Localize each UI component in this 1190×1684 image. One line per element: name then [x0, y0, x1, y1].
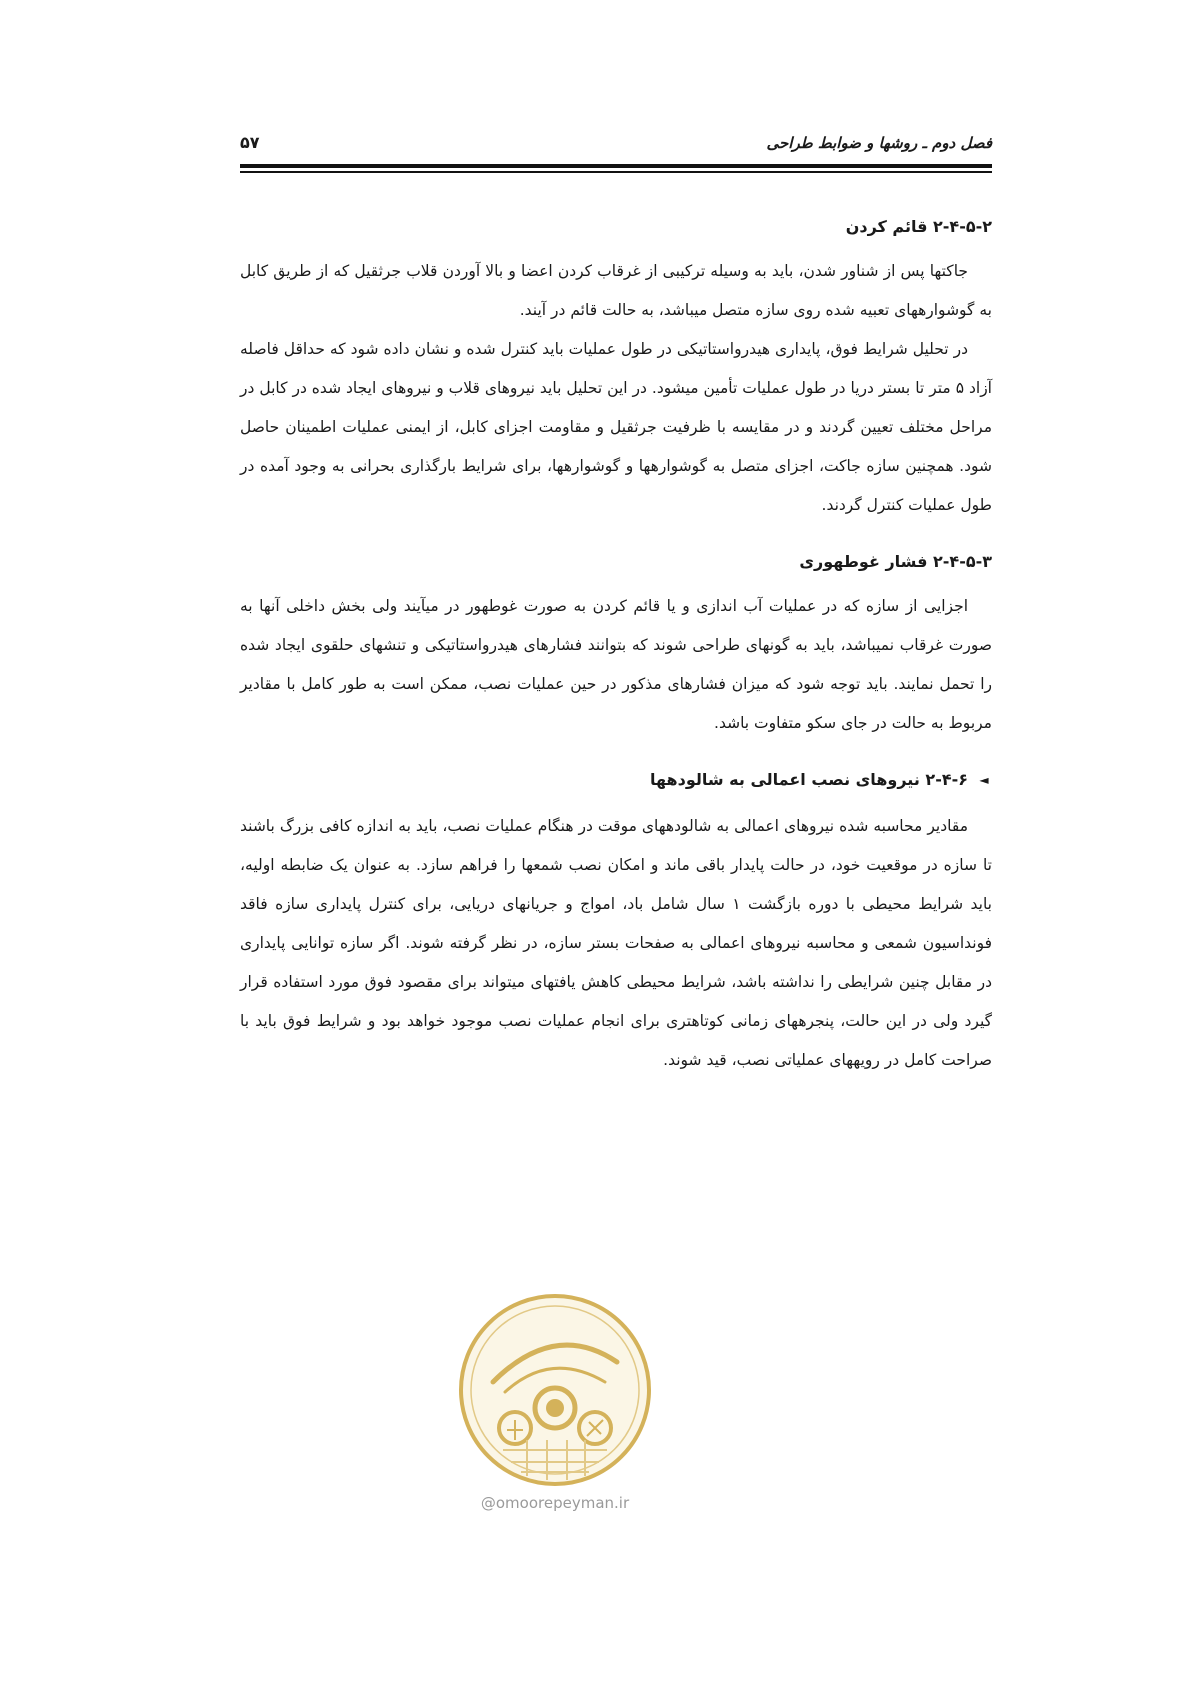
- chapter-title: فصل دوم ـ روشها و ضوابط طراحی: [766, 134, 992, 152]
- paragraph: جاکتها پس از شناور شدن، باید به وسیله ترکیبی از غرقاب کردن اعضا و بالا آوردن قلاب جرثقیل که از طریق کابل به گوشوارههای تعبیه شده روی سازه متصل میباشد، به حالت قائم در آیند.: [240, 262, 992, 319]
- seal-icon: [455, 1290, 655, 1490]
- section-heading: ۲-۴-۵-۲ قائم کردن: [845, 217, 992, 236]
- header-rule-thin: [240, 171, 992, 173]
- bullet-arrow-icon: ◄: [979, 773, 989, 787]
- watermark-site-text: omoorepeyman.ir: [495, 1494, 630, 1512]
- paragraph: در تحلیل شرایط فوق، پایداری هیدرواستاتیکی در طول عملیات باید کنترل شده و نشان داده شود که حداقل فاصله آزاد ۵ متر تا بستر دریا در طول عملیات تأمین میشود. در این تحلیل باید نیروهای قلاب و نیروهای ایجاد شده در کابل در مراحل مختلف تعیین گردند و در مقایسه با ظرفیت جرثقیل و مقاومت اجزای کابل، از ایمنی عملیات اطمینان حاصل شود. همچنین سازه جاکت، اجزای متصل به گوشوارهها و گوشوارهها، برای شرایط بارگذاری بحرانی به وجود آمده در طول عملیات کنترل گردند.: [240, 340, 992, 514]
- paragraph: مقادیر محاسبه شده نیروهای اعمالی به شالودههای موقت در هنگام عملیات نصب، باید به اندازه کافی بزرگ باشند تا سازه در موقعیت خود، در حالت پایدار باقی ماند و امکان نصب شمعها را فراهم سازد. به عنوان یک ضابطه اولیه، باید شرایط محیطی با دوره بازگشت ۱ سال شامل باد، امواج و جریانهای دریایی، برای کنترل پایداری سازه فاقد فونداسیون شمعی و محاسبه نیروهای اعمالی به صفحات بستر سازه، در نظر گرفته شوند. اگر سازه توانایی پایداری در مقابل چنین شرایطی را نداشته باشد، شرایط محیطی کاهش یافتهای میتواند برای مقصود فوق مورد استفاده قرار گیرد ولی در این حالت، پنجرههای زمانی کوتاهتری برای انجام عملیات نصب موجود خواهد بود و شرایط فوق باید با صراحت کامل در رویههای عملیاتی نصب، قید شوند.: [240, 817, 992, 1069]
- watermark-site: [455, 1494, 655, 1512]
- section-erection: [240, 212, 992, 525]
- section-immersion-pressure: [240, 547, 992, 743]
- watermark-logo: [455, 1290, 655, 1490]
- header-rule-thick: [240, 164, 992, 168]
- page-number: ۵۷: [240, 133, 260, 152]
- page-header: [240, 122, 992, 152]
- section-foundation-forces: [240, 765, 992, 1080]
- section-heading-text: ۲-۴-۶ نیروهای نصب اعمالی به شالودهها: [649, 770, 968, 789]
- body-content: [240, 212, 992, 1102]
- section-heading: ۲-۴-۵-۳ فشار غوطهوری: [799, 552, 992, 571]
- section-heading-major: [240, 765, 992, 795]
- paragraph: اجزایی از سازه که در عملیات آب اندازی و یا قائم کردن به صورت غوطهور در میآیند ولی بخش داخلی آنها به صورت غرقاب نمیباشد، باید به گونهای طراحی شوند که بتوانند فشارهای هیدرواستاتیکی و تنشهای حلقوی ایجاد شده را تحمل نمایند. باید توجه شود که میزان فشارهای مذکور در حین عملیات نصب، ممکن است به طور کامل با مقادیر مربوط به حالت در جای سکو متفاوت باشد.: [240, 597, 992, 732]
- at-icon: @: [480, 1494, 496, 1512]
